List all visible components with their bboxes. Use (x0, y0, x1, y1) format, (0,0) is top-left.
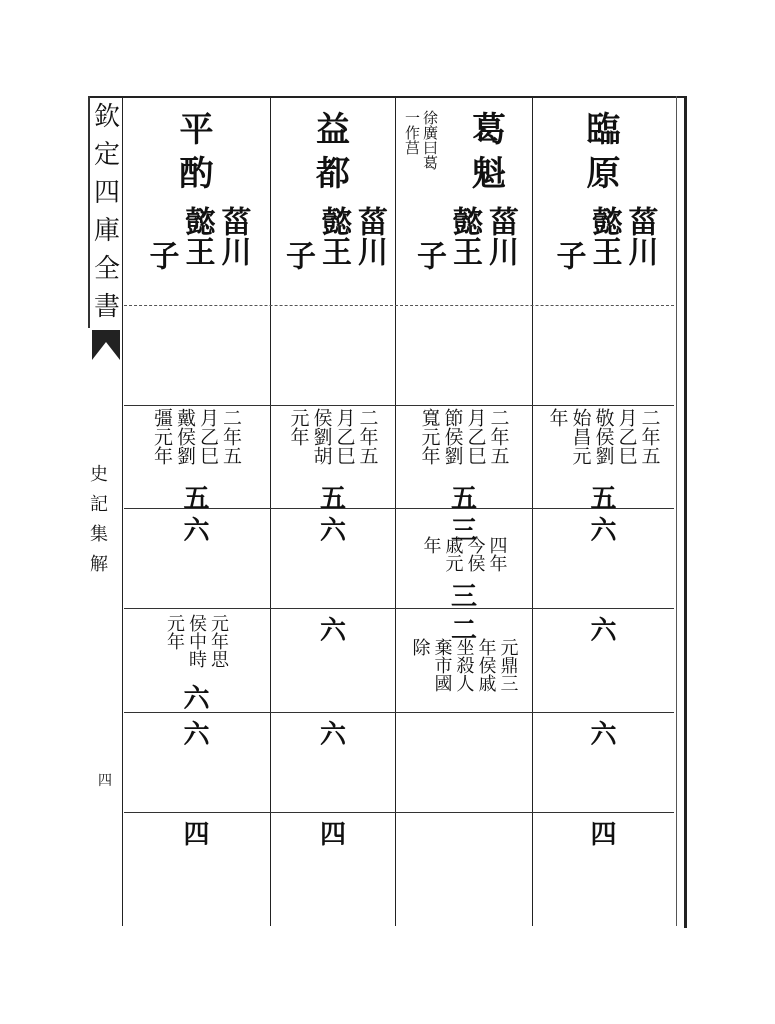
year-count: 六 (183, 684, 210, 714)
title-char: 臨 (586, 110, 621, 150)
spine-page-number: 四 (98, 773, 112, 789)
enfeoffment-entry (396, 408, 532, 465)
year-count: 六 (183, 720, 210, 750)
lineage-text: 懿王 (179, 206, 215, 266)
title-char: 益 (316, 110, 350, 150)
royal-lineage (271, 206, 395, 270)
royal-lineage (396, 206, 532, 270)
royal-lineage (123, 206, 270, 270)
year-count: 六 (319, 516, 346, 546)
spine-book-title (86, 460, 112, 580)
year-count: 六 (183, 516, 210, 546)
entry-text: 月乙巳 (464, 408, 487, 465)
year-count: 五 (590, 484, 617, 514)
spine-char: 集 (90, 524, 108, 545)
title-char: 都 (316, 154, 350, 194)
entry-text: 節侯劉 (441, 408, 464, 465)
enfeoffment-entry (533, 408, 674, 465)
year-count: 三 (450, 516, 477, 546)
entry-text: 敬侯劉 (592, 408, 615, 465)
commentary-note (404, 110, 438, 170)
note-text: 除 (409, 638, 431, 656)
spine-border (88, 96, 90, 328)
enfeoffment-entry (271, 408, 395, 465)
lineage-text: 懿王 (316, 206, 351, 266)
entry-text: 二年五 (356, 408, 379, 465)
column-gekui (396, 98, 532, 926)
title-char: 魁 (472, 154, 506, 194)
marquis-title (271, 108, 395, 196)
entry-text: 彊元年 (151, 408, 173, 465)
note-text: 戚元 (442, 536, 464, 572)
year-count: 五 (183, 484, 210, 514)
year-count: 六 (590, 516, 617, 546)
spine-char: 記 (90, 494, 108, 515)
note-text: 年 (420, 536, 442, 554)
spine-char: 庫 (93, 216, 120, 246)
spine-char: 解 (90, 554, 108, 575)
entry-text: 侯劉胡 (310, 408, 333, 465)
year-count: 六 (590, 616, 617, 646)
fish-tail-mark (92, 330, 120, 360)
entry-text: 寬元年 (418, 408, 441, 465)
entry-text: 年 (546, 408, 569, 427)
title-char: 酌 (179, 154, 214, 194)
year-count: 六 (319, 616, 346, 646)
year-count: 五 (319, 484, 346, 514)
succession-note (123, 614, 270, 668)
entry-text: 元年 (287, 408, 310, 446)
title-char: 葛 (472, 110, 506, 150)
column-linyuan (533, 98, 674, 926)
note-text: 坐殺人 (453, 638, 475, 692)
note-text: 四年 (486, 536, 508, 572)
marquis-title (533, 108, 674, 196)
year-count: 五 (450, 484, 477, 514)
column-pingzhuo (123, 98, 270, 926)
year-count: 四 (590, 820, 617, 850)
note-text: 徐廣曰葛 (421, 110, 439, 170)
royal-lineage (533, 206, 674, 270)
spine-char: 定 (93, 140, 120, 170)
lineage-text: 子 (280, 240, 315, 270)
lineage-text: 菑川 (352, 206, 387, 266)
year-count: 二 (450, 616, 477, 646)
entry-text: 戴侯劉 (174, 408, 196, 465)
note-text: 元年思 (208, 614, 229, 668)
entry-text: 月乙巳 (615, 408, 638, 465)
spine-char: 全 (93, 254, 120, 284)
lineage-text: 懿王 (447, 206, 482, 266)
spine-char: 四 (93, 178, 120, 208)
spine-char: 書 (93, 292, 120, 322)
entry-text: 二年五 (638, 408, 661, 465)
lineage-text: 菑川 (215, 206, 251, 266)
abolition-note (396, 638, 532, 692)
year-count: 三 (450, 582, 477, 612)
year-count: 六 (319, 720, 346, 750)
title-char: 平 (179, 110, 214, 150)
title-char: 原 (586, 154, 621, 194)
succession-note (396, 536, 532, 572)
inner-border (676, 96, 677, 926)
lineage-text: 懿王 (586, 206, 622, 266)
spine-char: 欽 (93, 102, 120, 132)
note-text: 侯中時 (186, 614, 207, 668)
year-count: 六 (590, 720, 617, 750)
note-text: 棄市國 (431, 638, 453, 692)
entry-text: 二年五 (487, 408, 510, 465)
note-text: 元鼎三 (497, 638, 519, 692)
lineage-text: 子 (143, 240, 179, 270)
marquis-title (123, 108, 270, 196)
lineage-text: 子 (550, 240, 586, 270)
column-yidu (271, 98, 395, 926)
spine-title (92, 98, 122, 326)
year-count: 四 (183, 820, 210, 850)
spine-char: 史 (90, 464, 108, 485)
entry-text: 二年五 (220, 408, 242, 465)
note-text: 年侯戚 (475, 638, 497, 692)
year-count: 四 (319, 820, 346, 850)
note-text: 一作莒 (403, 110, 421, 155)
entry-text: 始昌元 (569, 408, 592, 465)
lineage-text: 菑川 (622, 206, 658, 266)
lineage-text: 子 (411, 240, 446, 270)
marquis-title (446, 108, 532, 196)
note-text: 今侯 (464, 536, 486, 572)
entry-text: 月乙巳 (197, 408, 219, 465)
note-text: 元年 (164, 614, 185, 650)
lineage-text: 菑川 (483, 206, 518, 266)
entry-text: 月乙巳 (333, 408, 356, 465)
enfeoffment-entry (123, 408, 270, 465)
